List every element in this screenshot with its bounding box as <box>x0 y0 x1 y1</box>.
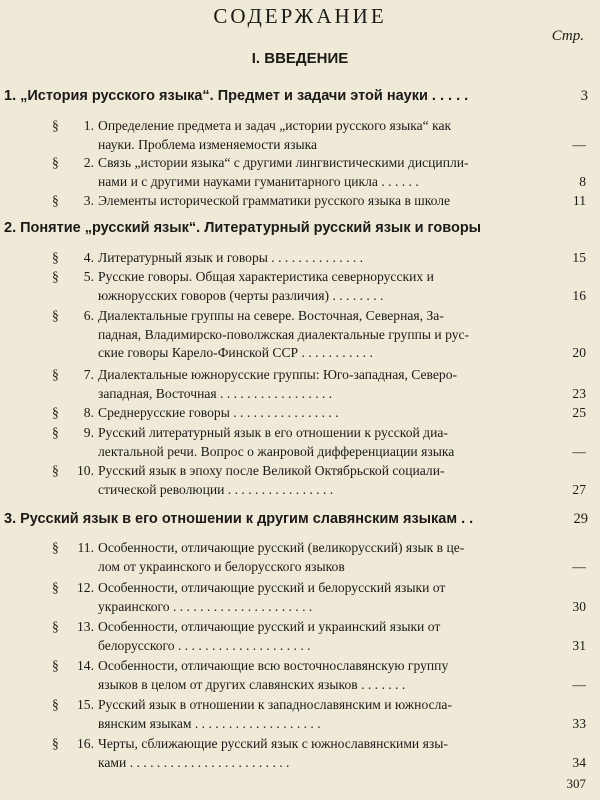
section-sign: § <box>52 308 59 323</box>
entry-page: — <box>572 676 586 692</box>
section-sign: § <box>52 697 59 712</box>
entry-page: — <box>572 136 586 152</box>
entry-line: Русский литературный язык в его отношении к русской диа- <box>98 425 448 440</box>
entry-number: 14. <box>77 658 94 673</box>
entry-line: Связь „истории языка“ с другими лингвистическими дисципли- <box>98 155 469 170</box>
section-sign: § <box>52 367 59 382</box>
entry-number: 9. <box>83 425 94 440</box>
entry-line: Особенности, отличающие русский и украинский языки от <box>98 619 441 634</box>
entry-text <box>98 424 558 461</box>
entry-text <box>98 366 558 403</box>
section-sign: § <box>52 736 59 751</box>
chapter-page: 3 <box>580 88 588 104</box>
entry-number: 8. <box>83 405 94 420</box>
entry-page: 8 <box>579 173 586 189</box>
entry-number: 3. <box>83 193 94 208</box>
page-column-label: Стр. <box>551 28 584 44</box>
entry-text <box>98 579 558 616</box>
chapter-2 <box>4 219 588 238</box>
entry-number: 10. <box>77 463 94 478</box>
entry-line: Особенности, отличающие русский (великорусский) язык в це- <box>98 540 465 555</box>
entry-line: ками . . . . . . . . . . . . . . . . . . . . . . . . <box>98 754 290 770</box>
entry-text <box>98 307 558 363</box>
entry-number: 7. <box>83 367 94 382</box>
section-sign: § <box>52 193 59 208</box>
page-number: 307 <box>566 776 586 791</box>
entry-line: Литературный язык и говоры . . . . . . . . . . . . . . <box>98 250 364 265</box>
entry-page: 25 <box>572 405 586 420</box>
entry-text <box>98 154 558 191</box>
section-sign: § <box>52 425 59 440</box>
chapter-title: 2. Понятие „русский язык“. Литературный русский язык и говоры <box>4 220 482 236</box>
entry-text <box>98 117 558 154</box>
chapter-3 <box>4 510 588 529</box>
entry-text <box>98 404 558 423</box>
entry-line: Особенности, отличающие русский и белорусский языки от <box>98 580 446 595</box>
entry-line: Особенности, отличающие всю восточнославянскую группу <box>98 658 449 673</box>
section-sign: § <box>52 580 59 595</box>
entry-number: 12. <box>77 580 94 595</box>
entry-line: нами и с другими науками гуманитарного цикла . . . . . . <box>98 173 419 189</box>
entry-line: Среднерусские говоры . . . . . . . . . . . . . . . . <box>98 405 339 420</box>
entry-number: 5. <box>83 269 94 284</box>
entry-text <box>98 462 558 499</box>
entry-page: 30 <box>572 598 586 614</box>
section-sign: § <box>52 250 59 265</box>
entry-line: языков в целом от других славянских языков . . . . . . . <box>98 676 406 692</box>
entry-text <box>98 192 558 211</box>
entry-page: — <box>572 443 586 459</box>
entry-line: Элементы исторической грамматики русского языка в школе <box>98 193 451 208</box>
entry-text <box>98 539 558 576</box>
entry-page: 11 <box>572 193 586 208</box>
entry-page: — <box>572 558 586 574</box>
entry-page: 27 <box>572 481 586 497</box>
toc-title: СОДЕРЖАНИЕ <box>213 4 387 28</box>
entry-text <box>98 657 558 694</box>
entry-page: 15 <box>572 250 586 265</box>
entry-number: 11. <box>77 540 94 555</box>
entry-number: 4. <box>83 250 94 265</box>
chapter-page: 29 <box>573 511 588 527</box>
entry-line: лектальной речи. Вопрос о жанровой дифференциации языка <box>98 443 455 459</box>
entry-line: украинского . . . . . . . . . . . . . . . . . . . . . <box>98 598 313 614</box>
entry-number: 1. <box>83 118 94 133</box>
entry-page: 20 <box>572 345 586 360</box>
section-sign: § <box>52 658 59 673</box>
entry-number: 16. <box>77 736 94 751</box>
entry-line: науки. Проблема изменяемости языка <box>98 136 318 152</box>
entry-line: белорусского . . . . . . . . . . . . . . . . . . . . <box>98 637 311 653</box>
entry-line: Диалектальные южнорусские группы: Юго-западная, Северо- <box>98 367 458 382</box>
section-sign: § <box>52 155 59 170</box>
chapter-1 <box>4 87 588 106</box>
entry-line: стической революции . . . . . . . . . . . . . . . . <box>98 481 334 497</box>
entry-text <box>98 696 558 733</box>
entry-page: 34 <box>572 754 586 770</box>
section-sign: § <box>52 619 59 634</box>
section-sign: § <box>52 463 59 478</box>
entry-number: 15. <box>77 697 94 712</box>
entry-page: 33 <box>572 715 586 731</box>
entry-line: Определение предмета и задач „истории русского языка“ как <box>98 118 452 133</box>
entry-line: ские говоры Карело-Финской ССР . . . . . . . . . . . <box>98 345 373 360</box>
entry-number: 2. <box>83 155 94 170</box>
section-sign: § <box>52 405 59 420</box>
section-sign: § <box>52 269 59 284</box>
chapter-title: 3. Русский язык в его отношении к другим славянским языкам . . <box>4 511 474 527</box>
section-sign: § <box>52 118 59 133</box>
entry-line: Русский язык в отношении к западнославянским и южносла- <box>98 697 452 712</box>
section-sign: § <box>52 540 59 555</box>
entry-line: падная, Владимирско-поволжская диалектальные группы и рус- <box>98 326 470 342</box>
chapter-title: 1. „История русского языка“. Предмет и задачи этой науки . . . . . <box>4 88 469 104</box>
entry-line: южнорусских говоров (черты различия) . . . . . . . . <box>98 287 384 303</box>
section-heading: I. ВВЕДЕНИЕ <box>251 50 349 67</box>
entry-number: 13. <box>77 619 94 634</box>
entry-line: Русские говоры. Общая характеристика севернорусских и <box>98 269 434 284</box>
entry-page: 16 <box>572 287 586 303</box>
entry-line: вянским языкам . . . . . . . . . . . . . . . . . . . <box>98 715 321 731</box>
entry-text <box>98 618 558 655</box>
entry-line: западная, Восточная . . . . . . . . . . . . . . . . . <box>98 385 333 401</box>
entry-text <box>98 735 558 772</box>
entry-line: лом от украинского и белорусского языков <box>98 558 345 574</box>
entry-line: Диалектальные группы на севере. Восточная, Северная, За- <box>98 308 444 323</box>
entry-page: 31 <box>572 637 586 653</box>
entry-text <box>98 249 558 268</box>
entry-number: 6. <box>83 308 94 323</box>
entry-text <box>98 268 558 305</box>
entry-page: 23 <box>572 385 586 401</box>
entry-line: Черты, сближающие русский язык с южнославянскими язы- <box>98 736 448 751</box>
entry-line: Русский язык в эпоху после Великой Октябрьской социали- <box>98 463 445 478</box>
